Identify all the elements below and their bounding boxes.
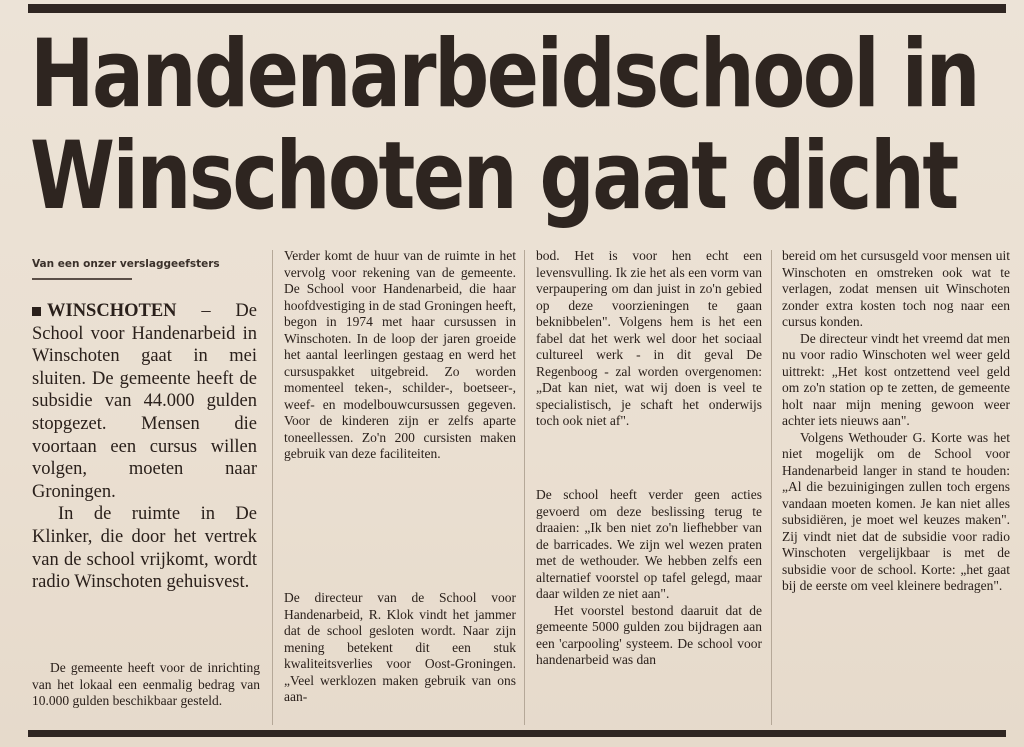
byline: Van een onzer verslaggeefsters	[32, 258, 220, 270]
paragraph: De gemeente heeft voor de inrichting van het lokaal een eenmalig bedrag van 10.000 gulden beschikbaar gesteld.	[32, 660, 260, 708]
bullet-square-icon	[32, 307, 41, 316]
lead-paragraph-2: In de ruimte in De Klinker, die door het vertrek van de school vrijkomt, wordt radio Winschoten gehuisvest.	[32, 504, 257, 593]
headline-line-1: Handenarbeidschool in	[30, 20, 979, 129]
paragraph: Verder komt de huur van de ruimte in het vervolg voor rekening van de gemeente. De School voor Handenarbeid, die haar hoofdvestiging in de stad Groningen heeft, begon in 1974 met haar cursussen in Winschoten. In de loop der jaren groeide het aantal leerlingen gestaag en werd het cursuspakket uitgebreid. Zo worden momenteel teken-, schilder-, boetseer-, weef- en modelbouwcursussen gegeven. Voor de kinderen zijn er zelfs aparte toneellessen. Zo'n 200 cursisten maken gebruik van deze faciliteiten.	[284, 248, 516, 461]
headline	[30, 20, 979, 231]
column-divider	[272, 250, 273, 725]
column-3	[536, 248, 762, 430]
top-rule	[28, 4, 1006, 13]
paragraph: Volgens Wethouder G. Korte was het niet mogelijk om de School voor Handenarbeid langer in stand te houden: „Al die bezuinigingen zullen toch ergens vandaan moeten komen. Je kan niet alles subsidiëren, je moet wel keuzes maken". Zij vindt niet dat de subsidie voor radio Winschoten vergelijkbaar is met de subsidie voor de school. Korte: „het gaat bij de eerste om veel kleinere bedragen".	[782, 429, 1010, 593]
paragraph: bod. Het is voor hen echt een levensvulling. Ik zie het als een vorm van verpaupering om dan juist in zo'n gebied op deze voorzieningen te gaan beknibbelen". Volgens hem is het een fabel dat het werk wel door het sociaal cultureel werk - in dit geval De Regenboog - zal worden overgenomen: „Dat kan niet, wat wij doen is veel te specialistisch, je schaft het onderwijs toch ook niet af".	[536, 248, 762, 428]
dateline: WINSCHOTEN	[47, 301, 177, 321]
lead-column	[32, 300, 257, 594]
column-1-continued	[32, 660, 260, 710]
paragraph: bereid om het cursusgeld voor mensen uit Winschoten en omstreken ook wat te verlagen, zodat mensen uit Winschoten zonder extra kosten toch nog naar een cursus konden.	[782, 248, 1010, 329]
paragraph: De directeur vindt het vreemd dat men nu voor radio Winschoten wel weer geld uittrekt: „Het kost ontzettend veel geld om zo'n station op te zetten, de gemeente holt naar mijn mening gewoon weer achter iets nieuws aan".	[782, 330, 1010, 428]
paragraph: De directeur van de School voor Handenarbeid, R. Klok vindt het jammer dat de school gesloten wordt. Naar zijn mening betekent dit een stuk kwaliteitsverlies voor Oost-Groningen. „Veel werklozen maken gebruik van ons aan-	[284, 590, 516, 704]
headline-line-2: Winschoten gaat dicht	[30, 122, 957, 231]
column-3-lower	[536, 487, 762, 669]
column-divider	[771, 250, 772, 725]
column-2	[284, 248, 516, 463]
paragraph: Het voorstel bestond daaruit dat de gemeente 5000 gulden zou bijdragen aan een 'carpooling' systeem. De school voor handenarbeid was dan	[536, 602, 762, 667]
column-4	[782, 248, 1010, 595]
paragraph: De school heeft verder geen acties gevoerd om deze beslissing terug te draaien: „Ik ben niet zo'n liefhebber van de barricades. We zijn wel wezen praten met de wethouder. We hebben zelfs een alternatief voorstel op tafel gelegd, maar daar wilden ze niet aan".	[536, 487, 762, 601]
lead-text: – De School voor Handenarbeid in Winschoten gaat in mei sluiten. De gemeente heeft de subsidie van 44.000 gulden stopgezet. Mensen die voortaan een cursus willen volgen, moeten naar Groningen.	[32, 301, 257, 502]
byline-underline	[32, 278, 132, 280]
column-divider	[524, 250, 525, 725]
bottom-rule	[28, 730, 1006, 737]
column-2-lower	[284, 590, 516, 706]
lead-paragraph	[32, 300, 257, 503]
